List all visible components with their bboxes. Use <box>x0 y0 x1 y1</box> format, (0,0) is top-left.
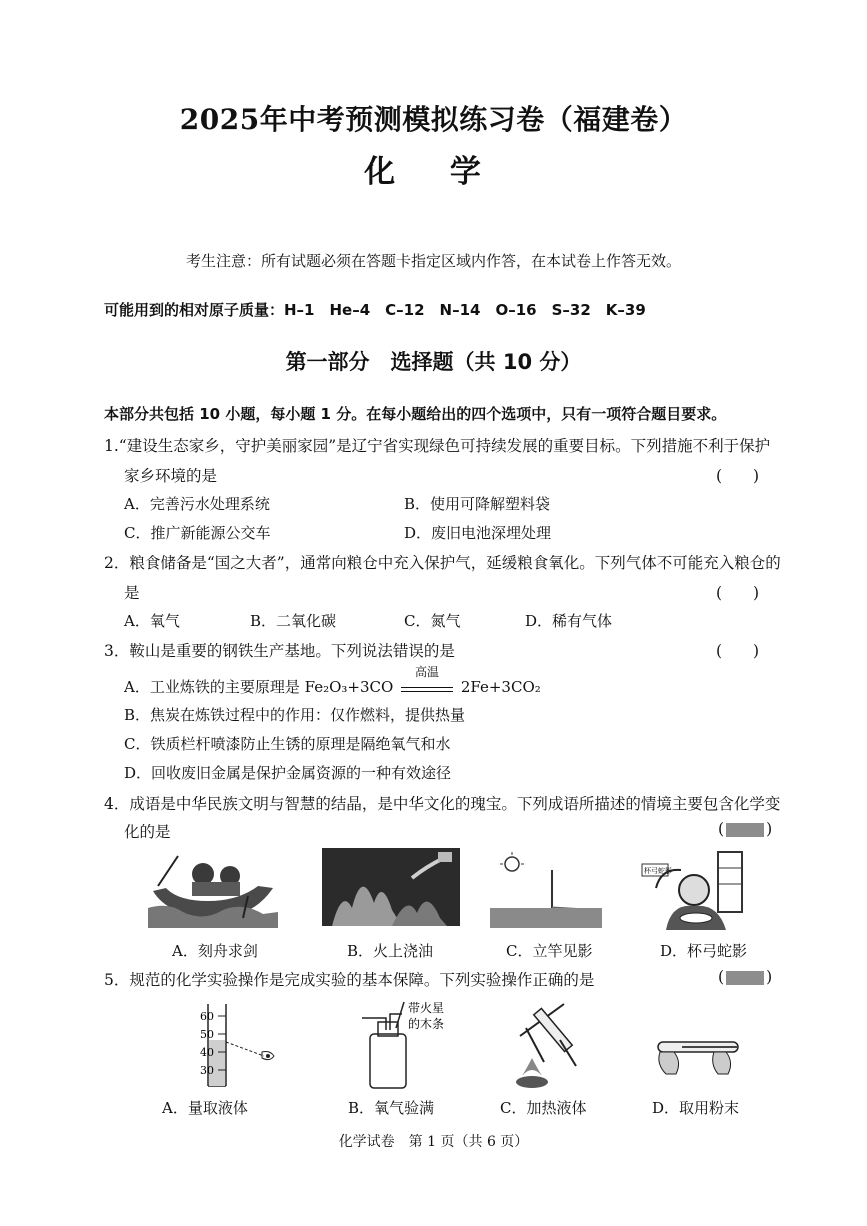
q5-option-a: A．量取液体 <box>162 1099 248 1117</box>
q4-stem-line1: 4．成语是中华民族文明与智慧的结晶，是中华文化的瑰宝。下列成语所描述的情境主要包含化学变 <box>104 795 781 813</box>
answer-shading <box>726 971 764 985</box>
boat-sword-image <box>148 846 278 928</box>
section-instruction: 本部分共包括 10 小题，每小题 1 分。在每小题给出的四个选项中，只有一项符合题目要求。 <box>104 405 727 423</box>
q2-answer-bracket[interactable]: ( ) <box>716 584 760 602</box>
q2-option-c: C．氮气 <box>404 612 461 630</box>
section-title: 第一部分 选择题（共 10 分） <box>285 350 582 374</box>
q4-option-d: D．杯弓蛇影 <box>660 942 748 960</box>
splint-label-line1: 带火星 <box>408 1001 445 1015</box>
q5-stem: 5．规范的化学实验操作是完成实验的基本保障。下列实验操作正确的是 <box>104 971 595 989</box>
reaction-arrow <box>398 665 456 697</box>
heating-liquid-image <box>506 1000 594 1092</box>
q3-option-b: B．焦炭在炼铁过程中的作用：仅作燃料，提供热量 <box>124 706 466 724</box>
reaction-condition: 高温 <box>415 665 440 679</box>
powder-sampling-image <box>652 1034 744 1080</box>
q1-option-a: A．完善污水处理系统 <box>124 495 270 513</box>
cylinder-mark-50: 50 <box>200 1028 214 1041</box>
cup-bow-image <box>636 848 744 930</box>
q3-answer-bracket[interactable]: ( ) <box>716 642 760 660</box>
q1-stem-line2: 家乡环境的是 <box>124 467 218 485</box>
q4-option-c: C．立竿见影 <box>506 942 593 960</box>
q4-answer-bracket[interactable]: ( ) <box>718 820 773 838</box>
q1-option-d: D．废旧电池深埋处理 <box>404 524 552 542</box>
q3-option-a-reactants: A．工业炼铁的主要原理是 Fe₂O₃+3CO <box>124 678 394 696</box>
cup-bow-caption: 杯弓蛇影 <box>644 867 672 875</box>
q3-option-a <box>124 665 541 697</box>
q5-answer-bracket[interactable]: ( ) <box>718 968 773 986</box>
cylinder-mark-40: 40 <box>200 1046 214 1059</box>
atomic-masses: 可能用到的相对原子质量：H–1 He–4 C–12 N–14 O–16 S–32 K–39 <box>104 301 646 319</box>
q2-option-d: D．稀有气体 <box>525 612 613 630</box>
q3-stem: 3．鞍山是重要的钢铁生产基地。下列说法错误的是 <box>104 642 455 660</box>
q2-stem-line2: 是 <box>124 584 140 602</box>
q5-option-d: D．取用粉末 <box>652 1099 740 1117</box>
q5-option-b: B．氧气验满 <box>348 1099 435 1117</box>
graduated-cylinder-image <box>186 1002 286 1090</box>
q1-stem-line1: 1.“建设生态家乡，守护美丽家园”是辽宁省实现绿色可持续发展的重要目标。下列措施不利于保护 <box>104 437 771 455</box>
fire-oil-image <box>322 848 460 926</box>
q2-stem-line1: 2．粮食储备是“国之大者”，通常向粮仓中充入保护气，延缓粮食氧化。下列气体不可能充入粮仓的 <box>104 554 781 572</box>
q1-option-c: C．推广新能源公交车 <box>124 524 271 542</box>
page-footer: 化学试卷 第 1 页（共 6 页） <box>338 1134 529 1150</box>
q1-option-b: B．使用可降解塑料袋 <box>404 495 551 513</box>
subject-title: 化 学 <box>364 154 503 190</box>
q3-option-c: C．铁质栏杆喷漆防止生锈的原理是隔绝氧气和水 <box>124 735 451 753</box>
q4-option-b: B．火上浇油 <box>347 942 434 960</box>
q5-option-c: C．加热液体 <box>500 1099 587 1117</box>
splint-label-line2: 的木条 <box>408 1017 445 1031</box>
q3-option-a-products: 2Fe+3CO₂ <box>460 678 541 696</box>
oxygen-test-image <box>356 1000 456 1092</box>
answer-shading <box>726 823 764 837</box>
exam-notice: 考生注意：所有试题必须在答题卡指定区域内作答，在本试卷上作答无效。 <box>185 252 681 270</box>
pole-shadow-image <box>490 852 602 928</box>
q4-stem-line2: 化的是 <box>124 823 171 841</box>
q2-option-a: A．氧气 <box>124 612 180 630</box>
q4-option-a: A．刻舟求剑 <box>172 942 258 960</box>
q3-option-d: D．回收废旧金属是保护金属资源的一种有效途径 <box>124 764 452 782</box>
exam-title: 2025年中考预测模拟练习卷（福建卷） <box>179 103 688 136</box>
q1-answer-bracket[interactable]: ( ) <box>716 467 760 485</box>
q2-option-b: B．二氧化碳 <box>250 612 337 630</box>
cylinder-mark-60: 60 <box>200 1010 214 1023</box>
cylinder-mark-30: 30 <box>200 1064 214 1077</box>
